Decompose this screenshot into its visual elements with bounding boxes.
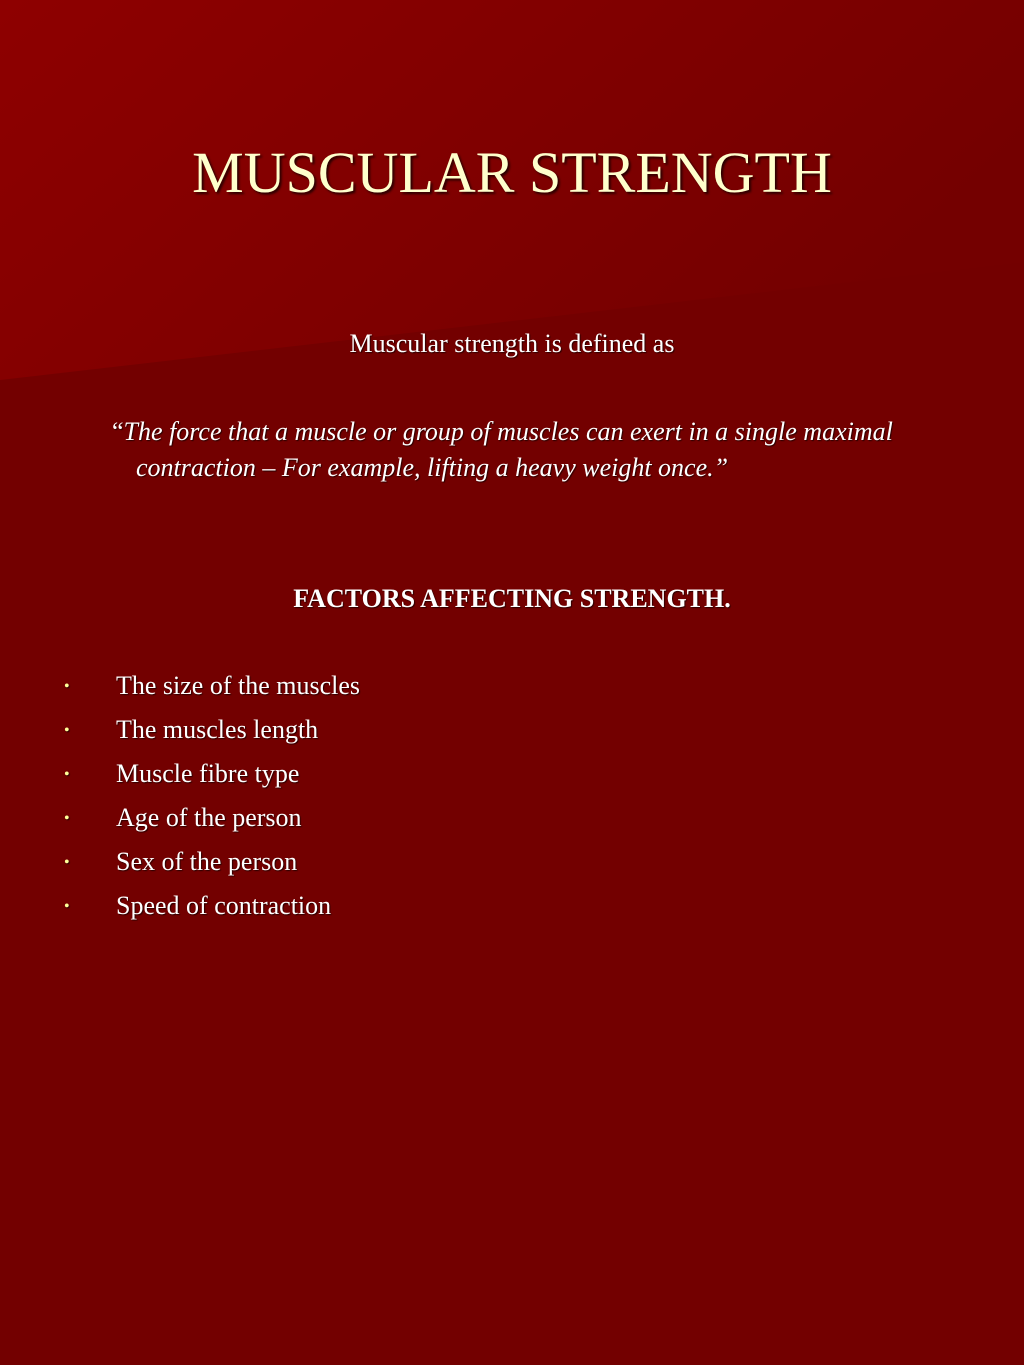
list-item — [60, 888, 360, 932]
factor-label: Age of the person — [116, 803, 302, 832]
factors-heading: FACTORS AFFECTING STRENGTH. — [293, 584, 731, 613]
list-item — [60, 800, 360, 844]
factor-label: Muscle fibre type — [116, 759, 300, 788]
bullet-icon: • — [64, 810, 70, 827]
list-item — [60, 756, 360, 800]
definition-quote — [112, 414, 976, 486]
factors-list — [60, 668, 360, 932]
definition-intro: Muscular strength is defined as — [349, 329, 675, 358]
quote-text: The force that a muscle or group of muscles can exert in a single maximal contraction – For example, lifting a heavy weight once.” — [123, 417, 893, 482]
bullet-icon: • — [64, 766, 70, 783]
list-item — [60, 844, 360, 888]
factor-label: The muscles length — [116, 715, 319, 744]
factor-label: Speed of contraction — [116, 891, 332, 920]
list-item — [60, 712, 360, 756]
factor-label: Sex of the person — [116, 847, 298, 876]
bullet-icon: • — [64, 898, 70, 915]
quote-open-mark: “ — [112, 417, 124, 446]
list-item — [60, 668, 360, 712]
bullet-icon: • — [64, 854, 70, 871]
bullet-icon: • — [64, 722, 70, 739]
slide-title: MUSCULAR STRENGTH — [192, 140, 832, 205]
factor-label: The size of the muscles — [116, 671, 361, 700]
bullet-icon: • — [64, 678, 70, 695]
